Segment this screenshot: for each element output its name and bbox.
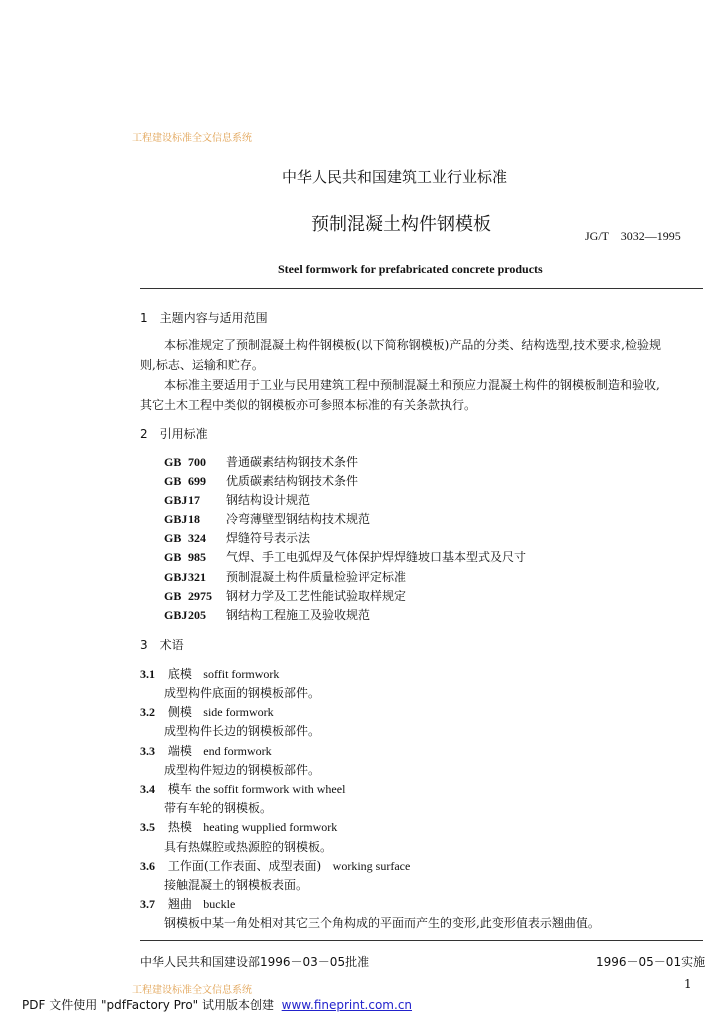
reference-number: 2975 (188, 589, 212, 603)
reference-number: 700 (188, 455, 206, 469)
reference-title: 钢结构设计规范 (226, 493, 311, 507)
term-number: 3.6 (140, 859, 155, 873)
fineprint-link[interactable]: www.fineprint.com.cn (281, 998, 413, 1012)
reference-code: GB (164, 455, 182, 469)
term-chinese: 底模 (167, 667, 192, 681)
term-english: heating wupplied formwork (203, 820, 338, 834)
effective-date: 1996－05－01实施 (596, 955, 706, 969)
reference-item (164, 510, 370, 527)
term-number: 3.5 (140, 820, 155, 834)
section-1-para1-line1: 本标准规定了预制混凝土构件钢模板(以下简称钢模板)产品的分类、结构选型,技术要求,检验规 (164, 338, 661, 352)
term-number: 3.2 (140, 705, 155, 719)
watermark-bottom: 工程建设标准全文信息系统 (132, 985, 252, 996)
reference-item (164, 529, 310, 546)
section-1-para1-line2: 则,标志、运输和贮存。 (140, 358, 264, 372)
term-number: 3.7 (140, 897, 155, 911)
term-definition: 带有车轮的钢模板。 (164, 801, 273, 815)
term-number: 3.3 (140, 744, 155, 758)
reference-title: 普通碳素结构钢技术条件 (226, 455, 359, 469)
section-1-heading: 1 主题内容与适用范围 (140, 311, 268, 325)
reference-number: 205 (188, 608, 206, 622)
term-english: the soffit formwork with wheel (195, 782, 346, 796)
reference-title: 气焊、手工电弧焊及气体保护焊焊缝坡口基本型式及尺寸 (226, 550, 527, 564)
reference-code: GB (164, 589, 182, 603)
term-chinese: 模车 (167, 782, 192, 796)
term-definition: 具有热媒腔或热源腔的钢模板。 (164, 840, 333, 854)
term-heading (140, 665, 279, 682)
english-title: Steel formwork for prefabricated concrete products (278, 262, 543, 276)
footer-divider (140, 940, 703, 941)
reference-title: 钢材力学及工艺性能试验取样规定 (226, 589, 407, 603)
section-1-para2-line1: 本标准主要适用于工业与民用建筑工程中预制混凝土和预应力混凝土构件的钢模板制造和验收, (164, 378, 660, 392)
reference-code: GBJ (164, 608, 188, 622)
term-chinese: 翘曲 (167, 897, 192, 911)
term-definition: 成型构件短边的钢模板部件。 (164, 763, 321, 777)
reference-number: 699 (188, 474, 206, 488)
term-english: working surface (332, 859, 411, 873)
term-number: 3.4 (140, 782, 155, 796)
watermark-top: 工程建设标准全文信息系统 (132, 133, 252, 144)
reference-item (164, 606, 370, 623)
reference-item (164, 548, 526, 565)
section-2-heading: 2 引用标准 (140, 427, 208, 441)
term-heading (140, 780, 345, 797)
term-heading (140, 703, 274, 720)
section-1-para2-line2: 其它土木工程中类似的钢模板亦可参照本标准的有关条款执行。 (140, 398, 477, 412)
reference-code: GBJ (164, 493, 188, 507)
reference-code: GBJ (164, 512, 188, 526)
term-chinese: 侧模 (167, 705, 192, 719)
term-heading (140, 857, 410, 874)
term-heading (140, 895, 235, 912)
reference-code: GB (164, 531, 182, 545)
reference-item (164, 491, 310, 508)
header-divider (140, 288, 703, 289)
reference-number: 18 (188, 512, 200, 526)
term-heading (140, 818, 337, 835)
reference-item (164, 453, 358, 470)
term-english: side formwork (203, 705, 274, 719)
reference-title: 预制混凝土构件质量检验评定标准 (226, 570, 407, 584)
reference-item (164, 587, 406, 604)
pdf-note-text: PDF 文件使用 "pdfFactory Pro" 试用版本创建 (22, 998, 275, 1012)
approval-line: 中华人民共和国建设部1996－03－05批准 (140, 955, 370, 969)
term-english: soffit formwork (203, 667, 280, 681)
reference-number: 985 (188, 550, 206, 564)
reference-title: 钢结构工程施工及验收规范 (226, 608, 371, 622)
reference-title: 焊缝符号表示法 (226, 531, 311, 545)
section-3-heading: 3 术语 (140, 638, 184, 652)
term-definition: 接触混凝土的钢模板表面。 (164, 878, 309, 892)
reference-code: GB (164, 550, 182, 564)
reference-title: 优质碳素结构钢技术条件 (226, 474, 359, 488)
reference-code: GB (164, 474, 182, 488)
term-definition: 成型构件底面的钢模板部件。 (164, 686, 321, 700)
reference-item (164, 472, 358, 489)
term-number: 3.1 (140, 667, 155, 681)
term-chinese: 工作面(工作表面、成型表面) (167, 859, 322, 873)
term-english: buckle (203, 897, 236, 911)
page-number: 1 (684, 977, 692, 991)
term-chinese: 端模 (167, 744, 192, 758)
reference-title: 冷弯薄壁型钢结构技术规范 (226, 512, 371, 526)
term-chinese: 热模 (167, 820, 192, 834)
standard-code: JG/T 3032—1995 (585, 229, 681, 243)
reference-number: 324 (188, 531, 206, 545)
document-title: 预制混凝土构件钢模板 (311, 214, 491, 235)
reference-number: 321 (188, 570, 206, 584)
reference-item (164, 568, 406, 585)
term-definition: 钢模板中某一角处相对其它三个角构成的平面而产生的变形,此变形值表示翘曲值。 (164, 916, 600, 930)
issuing-body-title: 中华人民共和国建筑工业行业标准 (282, 168, 508, 186)
reference-code: GBJ (164, 570, 188, 584)
reference-number: 17 (188, 493, 200, 507)
term-definition: 成型构件长边的钢模板部件。 (164, 724, 321, 738)
term-heading (140, 742, 272, 759)
term-english: end formwork (203, 744, 272, 758)
pdf-creator-note (22, 996, 412, 1013)
